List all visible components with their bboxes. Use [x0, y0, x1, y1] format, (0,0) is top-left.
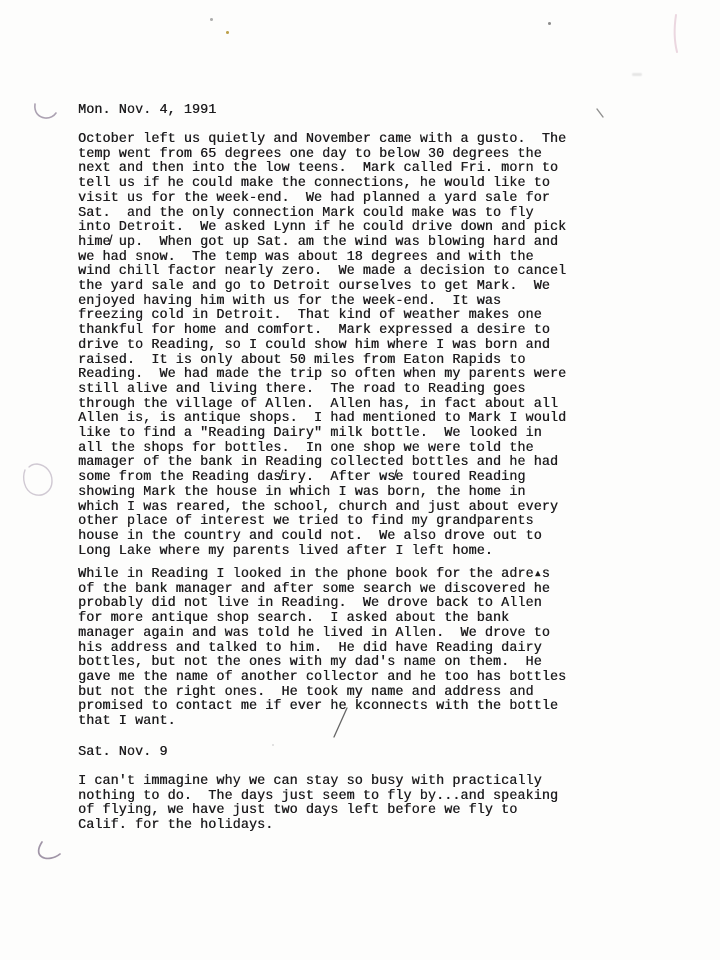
text-line: Allen is, is antique shops. I had mentioned to Mark I would	[78, 411, 567, 427]
text-line: hime̸ up. When got up Sat. am the wind was blowing hard and	[78, 234, 559, 250]
text-line: house in the country and could not. We also drove out to	[78, 528, 542, 544]
pen-tick-top-left	[35, 104, 56, 118]
text-line: into Detroit. We asked Lynn if he could drive down and pick	[78, 220, 567, 236]
text-line: like to find a "Reading Dairy" milk bottle. We looked in	[78, 426, 542, 442]
text-line: visit us for the week-end. We had planned a yard sale for	[78, 190, 550, 206]
text-line: probably did not live in Reading. We drove back to Allen	[78, 596, 542, 612]
text-line: enjoyed having him with us for the week-end. It was	[78, 293, 502, 309]
text-line: Reading. We had made the trip so often when my parents were	[78, 367, 567, 383]
text-line: which I was reared, the school, church and just about every	[78, 499, 559, 515]
text-line: October left us quietly and November came with a gusto. The	[78, 132, 567, 147]
scan-smudge	[632, 73, 642, 76]
text-line: all the shops for bottles. In one shop we were told the	[78, 440, 534, 456]
text-line: the yard sale and go to Detroit ourselves to get Mark. We	[78, 279, 550, 295]
text-line: manager again and was told he lived in Allen. We drove to	[78, 625, 550, 641]
text-line: showing Mark the house in which I was born, the home in	[78, 484, 526, 500]
pen-hook-bottom-left	[39, 842, 60, 858]
entry-date-heading-2: Sat. Nov. 9	[78, 745, 168, 760]
backslash-mark	[597, 109, 603, 117]
text-line: raised. It is only about 50 miles from Eaton Rapids to	[78, 352, 526, 368]
text-line: still alive and living there. The road to Reading goes	[78, 381, 526, 397]
pink-streak-top-right	[675, 15, 677, 52]
text-line: wind chill factor nearly zero. We made a decision to cancel	[78, 264, 567, 280]
text-line: other place of interest we tried to find my grandparents	[78, 514, 534, 530]
text-line: of the bank manager and after some search we discovered he	[78, 581, 550, 597]
text-line: drive to Reading, so I could show him where I was born and	[78, 337, 550, 353]
text-line: gave me the name of another collector and he too has bottles	[78, 669, 567, 685]
paragraph-1	[78, 133, 566, 559]
text-line: through the village of Allen. Allen has, in fact about all	[78, 396, 559, 412]
text-line: nothing to do. The days just seem to fly by...and speaking	[78, 788, 559, 804]
text-line: While in Reading I looked in the phone book for the adre▴s	[78, 567, 550, 582]
entry-date-heading-1: Mon. Nov. 4, 1991	[78, 103, 217, 118]
text-line: mamager of the bank in Reading collected bottles and he had	[78, 455, 559, 471]
scan-speck-yellow	[226, 31, 229, 34]
text-line: temp went from 65 degrees one day to below 30 degrees the	[78, 146, 542, 162]
text-line: that I want.	[78, 714, 176, 730]
scan-speck	[272, 744, 274, 746]
scan-speck	[548, 22, 551, 25]
text-line: Sat. and the only connection Mark could make was to fly	[78, 205, 534, 221]
text-line: we had snow. The temp was about 18 degrees and with the	[78, 249, 534, 265]
text-line: Calif. for the holidays.	[78, 818, 274, 834]
text-line: thankful for home and comfort. Mark expressed a desire to	[78, 323, 550, 339]
text-line: next and then into the low teens. Mark called Fri. morn to	[78, 161, 559, 177]
text-line: Long Lake where my parents lived after I left home.	[78, 543, 493, 559]
text-line: some from the Reading das̸iry. After ws̸e toured Reading	[78, 470, 526, 486]
pencil-circle-left-margin	[24, 464, 52, 495]
scan-speck	[210, 18, 213, 21]
text-line: I can't immagine why we can stay so busy with practically	[78, 774, 542, 789]
text-line: freezing cold in Detroit. That kind of weather makes one	[78, 308, 542, 324]
paragraph-2	[78, 568, 566, 730]
text-line: of flying, we have just two days left before we fly to	[78, 803, 518, 819]
text-line: bottles, but not the ones with my dad's name on them. He	[78, 655, 542, 671]
text-line: tell us if he could make the connections, he would like to	[78, 176, 550, 192]
text-line: but not the right ones. He took my name and address and	[78, 684, 534, 700]
text-line: promised to contact me if ever he kconnects with the bottle	[78, 699, 559, 715]
text-line: his address and talked to him. He did have Reading dairy	[78, 640, 542, 656]
text-line: for more antique shop search. I asked about the bank	[78, 611, 510, 627]
paragraph-3	[78, 775, 558, 834]
